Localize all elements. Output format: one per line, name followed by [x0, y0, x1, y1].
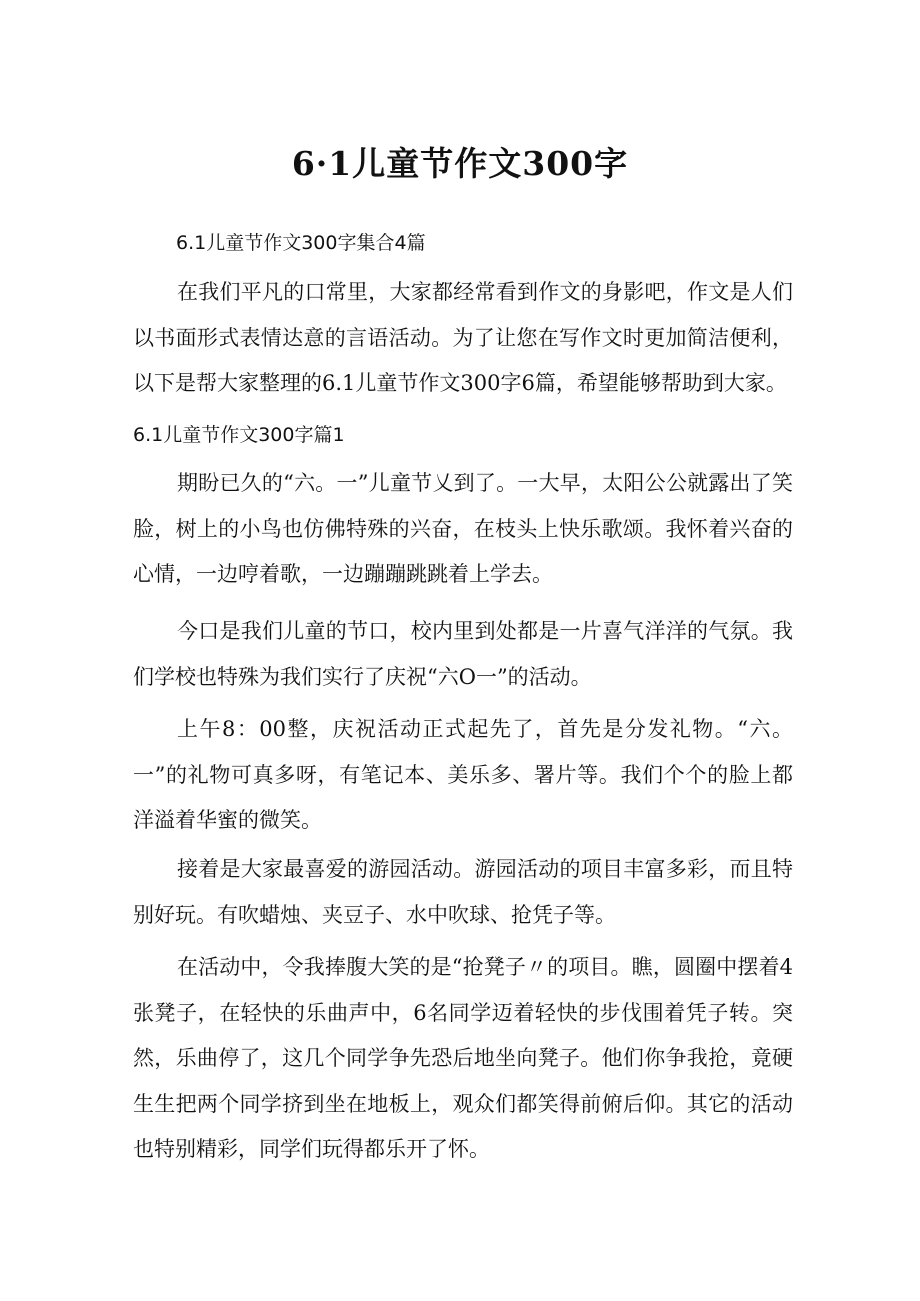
body-paragraph-5: 在活动中，令我捧腹大笑的是“抢凳子〃的项目。瞧，圆圈中摆着4张凳子，在轻快的乐曲声中，6名同学迈着轻快的步伐围着凭子转。突然，乐曲停了，这几个同学争先恐后地坐向凳子。他们你争我抢，竟硬生生把两个同学挤到坐在地板上，观众们都笑得前俯后仰。其它的活动也特别精彩，同学们玩得都乐开了怀。 — [133, 955, 793, 1161]
section-heading: 6.1儿童节作文300字篇1 — [133, 424, 345, 446]
body-paragraph-2: 今口是我们儿童的节口，校内里到处都是一片喜气洋洋的气氛。我们学校也特殊为我们实行了庆祝“六O一”的活动。 — [133, 619, 793, 689]
document-subtitle: 6.1儿童节作文300字集合4篇 — [176, 232, 426, 254]
body-paragraph-3: 上午8：00整，庆祝活动正式起先了，首先是分发礼物。“六。一”的礼物可真多呀，有笔记本、美乐多、署片等。我们个个的脸上都洋溢着华蜜的微笑。 — [133, 717, 793, 832]
document-title: 6·1儿童节作文300字 — [291, 144, 629, 183]
body-paragraph-4: 接着是大家最喜爱的游园活动。游园活动的项目丰富多彩，而且特别好玩。有吹蜡烛、夹豆子、水中吹球、抢凭子等。 — [133, 857, 793, 927]
body-paragraph-1: 期盼已久的“六。一”儿童节乂到了。一大早，太阳公公就露出了笑脸，树上的小鸟也仿佛特殊的兴奋，在枝头上快乐歌颂。我怀着兴奋的心情，一边哼着歌，一边蹦蹦跳跳着上学去。 — [133, 471, 793, 586]
intro-paragraph: 在我们平凡的口常里，大家都经常看到作文的身影吧，作文是人们以书面形式表情达意的言语活动。为了让您在写作文时更加简洁便利，以下是帮大家整理的6.1儿童节作文300字6篇，希望能够帮助到大家。 — [133, 280, 793, 395]
